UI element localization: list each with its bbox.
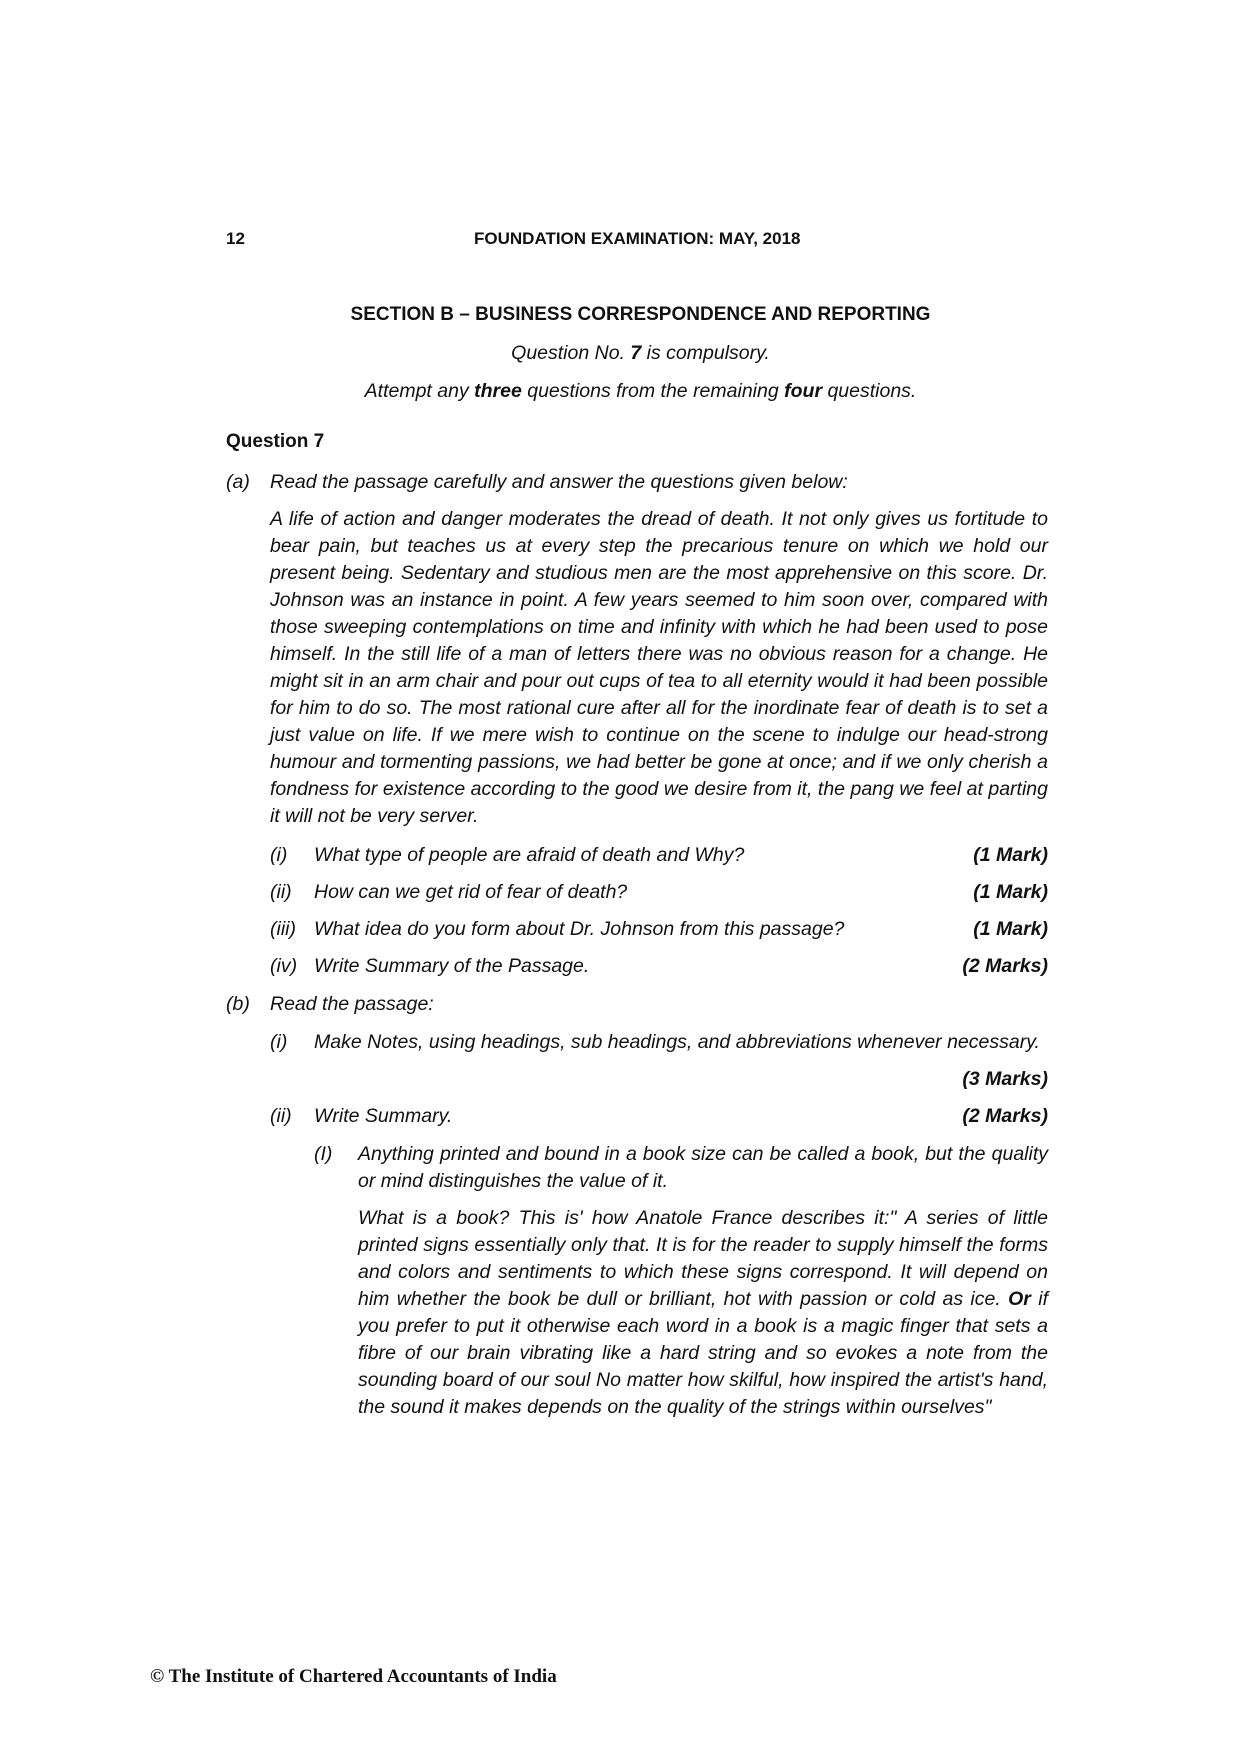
part-b-passage: What is a book? This is' how Anatole France describes it:" A series of little printed signs essentially only that. It is for the reader to supply himself the forms and colors and sentiments to which these signs correspond. It will depend on him whether the book be dull or brilliant, hot with passion or cold as ice. Or if you prefer to put it otherwise each word in a book is a magic finger that sets a fibre of our brain vibrating like a hard string and so evokes a note from the sounding board of our soul No matter how skilful, how inspired the artist's hand, the sound it makes depends on the quality of the strings within ourselves" <box>358 1207 1048 1418</box>
item-text: What type of people are afraid of death and Why? <box>314 844 745 866</box>
exam-title: FOUNDATION EXAMINATION: MAY, 2018 <box>474 229 801 248</box>
item-marks: (3 Marks) <box>962 1068 1048 1090</box>
page-number: 12 <box>226 229 245 248</box>
item-text: Write Summary of the Passage. <box>314 955 590 977</box>
item-text: How can we get rid of fear of death? <box>314 881 628 903</box>
instruction-attempt: Attempt any three questions from the remaining four questions. <box>364 380 917 402</box>
item-marks: (2 Marks) <box>962 955 1048 977</box>
item-marks: (2 Marks) <box>962 1105 1048 1127</box>
item-number: (i) <box>270 1031 288 1053</box>
item-number: (ii) <box>270 1105 292 1127</box>
item-text: Make Notes, using headings, sub headings, and abbreviations whenever necessary. <box>314 1031 1040 1053</box>
item-marks: (1 Mark) <box>973 844 1048 866</box>
item-marks: (1 Mark) <box>973 881 1048 903</box>
item-marks: (1 Mark) <box>973 918 1048 940</box>
part-a-instruction: Read the passage carefully and answer the questions given below: <box>270 471 848 493</box>
footer-copyright: © The Institute of Chartered Accountants of India <box>150 1666 557 1687</box>
section-title: SECTION B – BUSINESS CORRESPONDENCE AND REPORTING <box>350 304 931 325</box>
part-a-passage: A life of action and danger moderates the dread of death. It not only gives us fortitude to bear pain, but teaches us at every step the precarious tenure on which we hold our present being. Sedentary and studious men are the most apprehensive on this score. Dr. Johnson was an instance in point. A few years seemed to him soon over, compared with those sweeping contemplations on time and infinity with which he had been used to pose himself. In the still life of a man of letters there was no obvious reason for a change. He might sit in an arm chair and pour out cups of tea to all eternity would it had been possible for him to do so. The most rational cure after all for the inordinate fear of death is to set a just value on life. If we mere wish to continue on the scene to indulge our head-strong humour and tormenting passions, we had better be gone at once; and if we only cherish a fondness for existence according to the good we desire from it, the pang we feel at parting it will not be very server. <box>270 508 1048 827</box>
instruction-compulsory: Question No. 7 is compulsory. <box>511 342 770 364</box>
part-b-label: (b) <box>226 993 250 1015</box>
part-b-sub-text: Anything printed and bound in a book size can be called a book, but the quality or mind distinguishes the value of it. <box>358 1143 1048 1192</box>
part-b-instruction: Read the passage: <box>270 993 434 1015</box>
item-number: (iv) <box>270 955 298 977</box>
item-text: What idea do you form about Dr. Johnson from this passage? <box>314 918 845 940</box>
item-number: (ii) <box>270 881 292 903</box>
question-title: Question 7 <box>226 431 325 452</box>
item-text: Write Summary. <box>314 1105 453 1127</box>
item-number: (i) <box>270 844 288 866</box>
item-number: (iii) <box>270 918 296 940</box>
part-b-sub-label: (I) <box>314 1143 333 1165</box>
part-a-label: (a) <box>226 471 250 493</box>
